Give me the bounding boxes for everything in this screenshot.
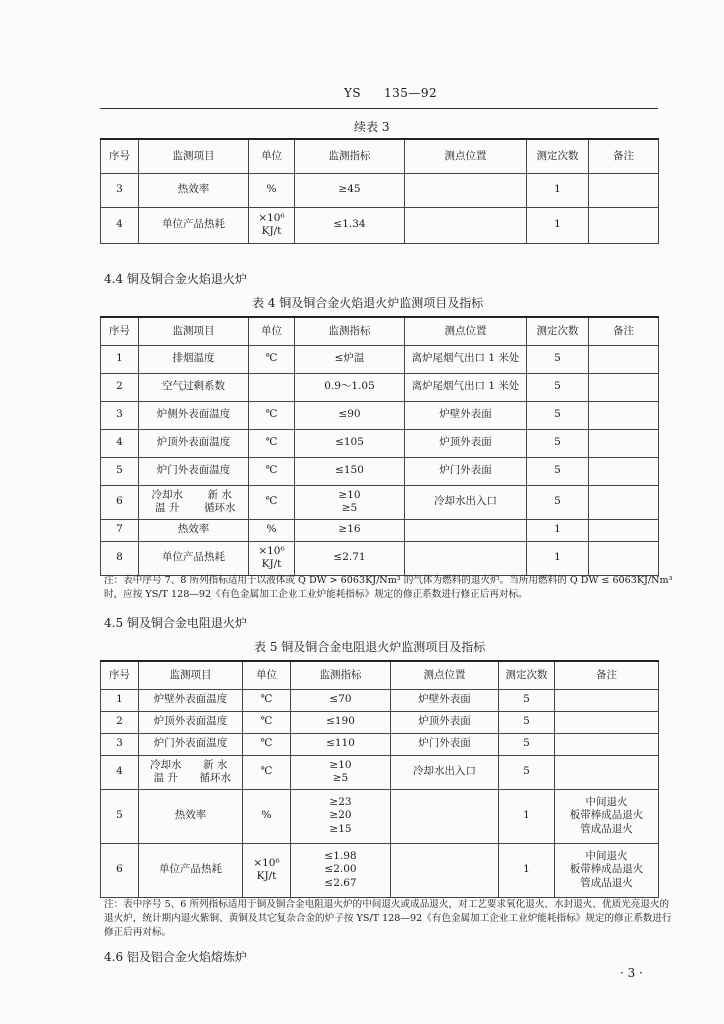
table4-header-row: 序号 监测项目 单位 监测指标 测点位置 测定次数 备注 (101, 317, 659, 345)
table-row: 2 炉顶外表面温度 ℃ ≤190 炉顶外表面 5 (101, 711, 659, 733)
table3-col-count: 测定次数 (527, 139, 589, 173)
table-row: 4 单位产品热耗 ×10⁶ KJ/t ≤1.34 1 (101, 207, 659, 243)
standard-number: 135—92 (384, 86, 438, 100)
section-4-5-heading: 4.5 铜及铜合金电阻退火炉 (104, 616, 247, 630)
table3 (100, 138, 659, 244)
standard-code: YS (344, 86, 362, 100)
table3-col-item: 监测项目 (139, 139, 249, 173)
table4-caption: 表 4 铜及铜合金火焰退火炉监测项目及指标 (252, 296, 484, 310)
table-row: 3 炉门外表面温度 ℃ ≤110 炉门外表面 5 (101, 733, 659, 755)
cooling-water-cell: 冷却水 新 水 温 升 循环水 (139, 485, 249, 519)
unit-cell: ×10⁶ KJ/t (243, 843, 291, 897)
table3-header-row (101, 139, 659, 173)
table3-col-remark: 备注 (589, 139, 659, 173)
section-4-6-heading: 4.6 铝及铝合金火焰熔炼炉 (104, 950, 247, 964)
table5-note: 注：表中序号 5、6 所列指标适用于铜及铜合金电阻退火炉的中间退火或成品退火，对工艺要求氧化退火、水封退火、优质光亮退火的退火炉，统计期内退火紫铜、黄铜及其它复杂合金的炉子按 YS/T 128—92《有色金属加工企业工业炉能耗指标》规定的修正系数进行修正后再对标。 (104, 899, 672, 938)
table4-note: 注：表中序号 7、8 所列指标适用于以液体或 Q DW > 6063KJ/Nm³ 的气体为燃料的退火炉。当所用燃料的 Q DW ≤ 6063KJ/Nm³ 时，应按 YS/T 128—92《有色金属加工企业工业炉能耗指标》规定的修正系数进行修正后再对标。 (104, 575, 673, 600)
header-rule (100, 108, 658, 109)
table-row: 1 炉壁外表面温度 ℃ ≤70 炉壁外表面 5 (101, 689, 659, 711)
table-row: 3 炉侧外表面温度 ℃ ≤90 炉壁外表面 5 (101, 401, 659, 429)
table-row: 4 冷却水 新 水 温 升 循环水 ℃ ≥10 ≥5 冷却水出入口 5 (101, 755, 659, 789)
table3-caption: 续表 3 (354, 120, 390, 134)
table-row: 5 热效率 % ≥23 ≥20 ≥15 1 中间退火 板带棒成品退火 管成品退火 (101, 789, 659, 843)
table3-col-index: 序号 (101, 139, 139, 173)
table4 (100, 316, 659, 576)
table3-col-location: 测点位置 (405, 139, 527, 173)
table-row: 6 冷却水 新 水 温 升 循环水 ℃ ≥10 ≥5 冷却水出入口 5 (101, 485, 659, 519)
section-4-4-heading: 4.4 铜及铜合金火焰退火炉 (104, 272, 247, 286)
table-row: 2 空气过剩系数 0.9～1.05 离炉尾烟气出口 1 米处 5 (101, 373, 659, 401)
unit-cell: ×10⁶ KJ/t (249, 541, 295, 575)
table-row: 6 单位产品热耗 ×10⁶ KJ/t ≤1.98 ≤2.00 ≤2.67 1 中间退火 板带棒成品退火 管成品退火 (101, 843, 659, 897)
unit-cell: ×10⁶ KJ/t (249, 207, 295, 243)
table3-col-unit: 单位 (249, 139, 295, 173)
page-number: · 3 · (620, 966, 643, 980)
table-row: 5 炉门外表面温度 ℃ ≤150 炉门外表面 5 (101, 457, 659, 485)
table-row: 4 炉顶外表面温度 ℃ ≤105 炉顶外表面 5 (101, 429, 659, 457)
cooling-water-cell: 冷却水 新 水 温 升 循环水 (139, 755, 243, 789)
table-row: 7 热效率 % ≥16 1 (101, 519, 659, 541)
table5 (100, 660, 659, 898)
table5-header-row: 序号 监测项目 单位 监测指标 测点位置 测定次数 备注 (101, 661, 659, 689)
table-row: 3 热效率 % ≥45 1 (101, 173, 659, 207)
table5-caption: 表 5 铜及铜合金电阻退火炉监测项目及指标 (254, 640, 486, 654)
table3-col-target: 监测指标 (295, 139, 405, 173)
table-row: 1 排烟温度 ℃ ≤炉温 离炉尾烟气出口 1 米处 5 (101, 345, 659, 373)
table-row: 8 单位产品热耗 ×10⁶ KJ/t ≤2.71 1 (101, 541, 659, 575)
